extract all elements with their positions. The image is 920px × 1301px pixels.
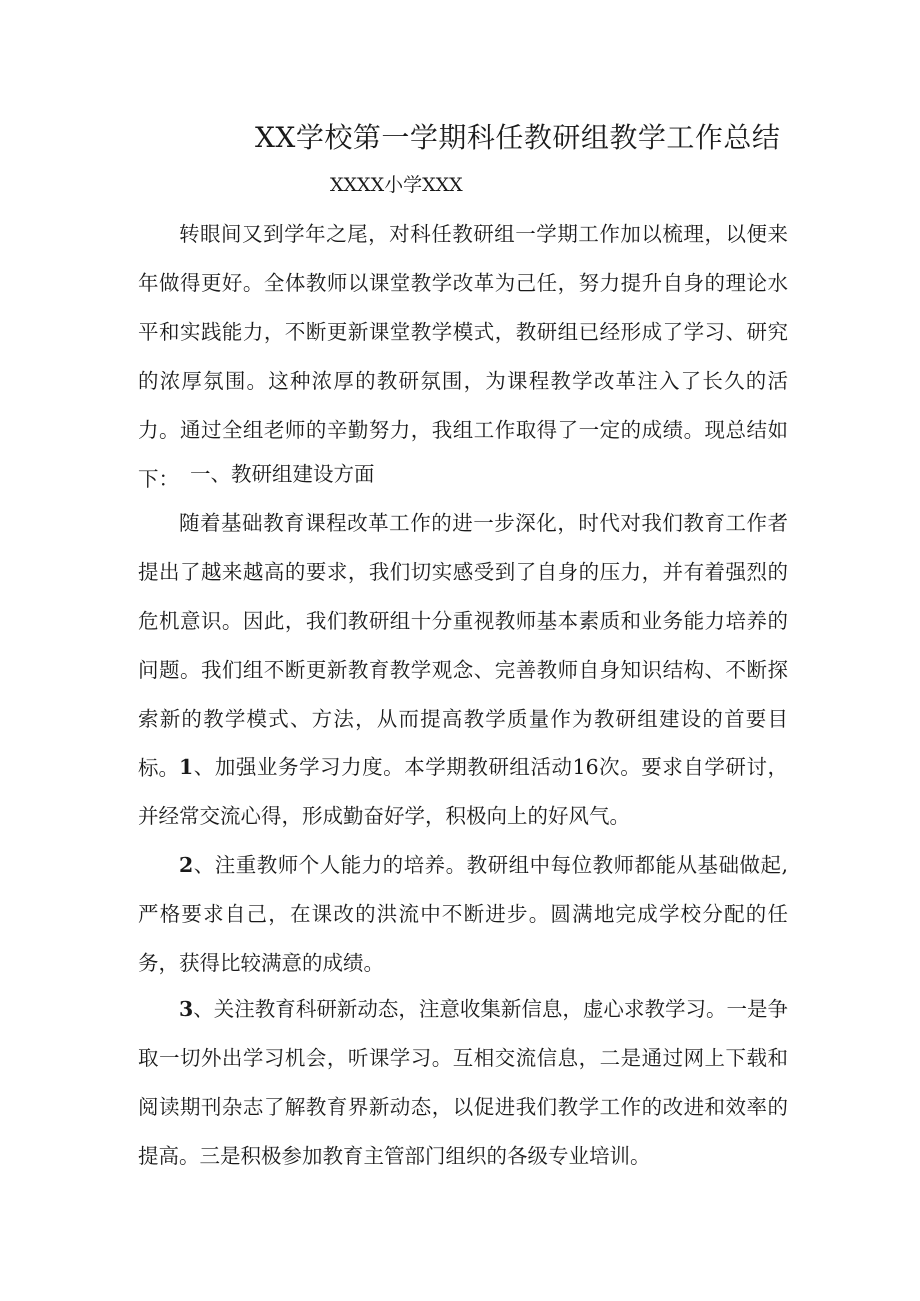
- section-heading-1: 一、教研组建设方面: [190, 462, 375, 486]
- list-item-2: [138, 841, 788, 988]
- document-title: XX学校第一学期科任教研组教学工作总结: [255, 121, 781, 154]
- list-item-number: 3: [179, 997, 194, 1021]
- list-item-text: 、加强业务学习力度。本学期教研组活动16次。要求自学研讨，并经常交流心得，形成勤奋好学，积极向上的好风气。: [138, 755, 788, 828]
- list-item-number: 2: [179, 853, 194, 877]
- list-item-text: 、关注教育科研新动态，注意收集新信息，虚心求教学习。一是争取一切外出学习机会，听课学习。互相交流信息，二是通过网上下载和阅读期刊杂志了解教育界新动态，以促进我们教学工作的改进和效率的提高。三是积极参加教育主管部门组织的各级专业培训。: [138, 997, 788, 1168]
- document-author: XXXX小学XXX: [330, 174, 463, 196]
- section-1-paragraph: 随着基础教育课程改革工作的进一步深化，时代对我们教育工作者提出了越来越高的要求，我们切实感受到了自身的压力，并有着强烈的危机意识。因此，我们教研组十分重视教师基本素质和业务能力培养的问题。我们组不断更新教育教学观念、完善教师自身知识结构、不断探索新的教学模式、方法，从而提高教学质量作为教研组建设的首要目标。: [138, 511, 788, 780]
- intro-paragraph: 转眼间又到学年之尾，对科任教研组一学期工作加以梳理，以便来年做得更好。全体教师以课堂教学改革为己任，努力提升自身的理论水平和实践能力，不断更新课堂教学模式，教研组已经形成了学习、研究的浓厚氛围。这种浓厚的教研氛围，为课程教学改革注入了长久的活力。通过全组老师的辛勤努力，我组工作取得了一定的成绩。现总结如下：: [138, 222, 788, 491]
- list-item-text: 、注重教师个人能力的培养。教研组中每位教师都能从基础做起,严格要求自己，在课改的洪流中不断进步。圆满地完成学校分配的任务，获得比较满意的成绩。: [138, 853, 788, 975]
- list-item-number: 1: [179, 755, 194, 779]
- list-item-3: [138, 985, 788, 1181]
- list-item-1: [138, 743, 788, 841]
